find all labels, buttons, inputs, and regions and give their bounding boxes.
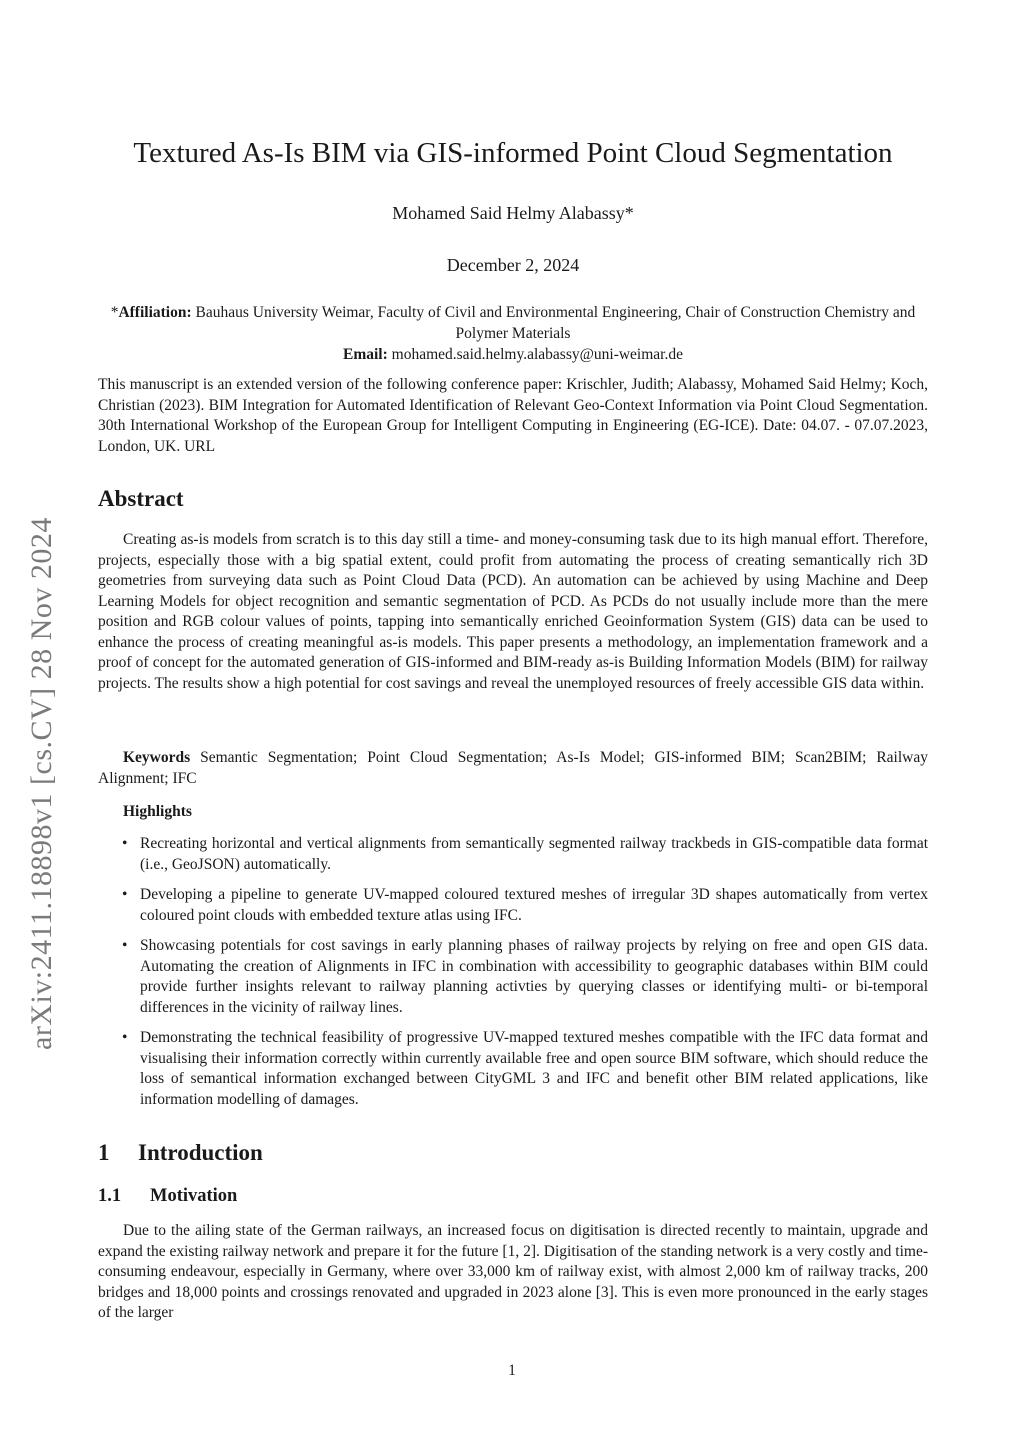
highlight-item	[98, 936, 928, 1018]
bullet-icon: •	[122, 937, 128, 954]
bullet-icon: •	[122, 1029, 128, 1046]
section-heading-introduction	[98, 1140, 263, 1166]
affiliation-marker: *	[110, 304, 119, 321]
abstract-body: Creating as-is models from scratch is to this day still a time- and money-consuming task due to its high manual effort. Therefore, projects, especially those with a big spatial extent, could profit from automating the process of creating semantically rich 3D geometries from surveying data such as Point Cloud Data (PCD). An automation can be achieved by using Machine and Deep Learning Models for object recognition and semantic segmentation of PCD. As PCDs do not usually include more than the mere position and RGB colour values of points, tapping into semantically enriched Geoinformation System (GIS) data can be used to enhance the process of creating meaningful as-is models. This paper presents a methodology, an implementation framework and a proof of concept for the automated generation of GIS-informed and BIM-ready as-is Building Information Models (BIM) for railway projects. The results show a high potential for cost savings and reveal the unemployed resources of freely accessible GIS data within.	[98, 531, 928, 692]
keywords-text: Semantic Segmentation; Point Cloud Segmentation; As-Is Model; GIS-informed BIM; Scan2BIM; Railway Alignment; IFC	[98, 749, 928, 787]
highlights-heading: Highlights	[123, 803, 192, 820]
affiliation-label: Affiliation:	[118, 304, 192, 321]
paper-title: Textured As-Is BIM via GIS-informed Point Cloud Segmentation	[133, 137, 893, 169]
affiliation-block	[98, 302, 928, 365]
keywords-label: Keywords	[123, 749, 191, 766]
highlight-item	[98, 834, 928, 875]
author-name: Mohamed Said Helmy Alabassy*	[392, 203, 634, 223]
highlight-text: Recreating horizontal and vertical alignments from semantically segmented railway trackbeds in GIS-compatible data format (i.e., GeoJSON) automatically.	[140, 835, 928, 873]
highlights-list	[98, 834, 928, 1120]
email-label: Email:	[343, 346, 388, 363]
arxiv-identifier-stamp: arXiv:2411.18898v1 [cs.CV] 28 Nov 2024	[25, 517, 58, 1050]
abstract-heading: Abstract	[98, 486, 184, 511]
highlight-item	[98, 1028, 928, 1110]
page-number: 1	[508, 1362, 516, 1379]
section-number: 1	[98, 1140, 110, 1165]
highlight-text: Showcasing potentials for cost savings in early planning phases of railway projects by relying on free and open GIS data. Automating the creation of Alignments in IFC in combination with accessibility to geographic databases within BIM could provide further insights relevant to railway planning activties by querying classes or identifying multi- or bi-temporal differences in the vicinity of railway lines.	[140, 937, 928, 1016]
introduction-paragraph: Due to the ailing state of the German railways, an increased focus on digitisation is directed recently to maintain, upgrade and expand the existing railway network and prepare it for the future [1, 2]. Digitisation of the standing network is a very costly and time-consuming endeavour, especially in Germany, where over 33,000 km of railway exist, with almost 2,000 km of railway tracks, 200 bridges and 18,000 points and crossings renovated and upgraded in 2023 alone [3]. This is even more pronounced in the early stages of the larger	[98, 1222, 928, 1321]
subsection-heading-motivation	[98, 1186, 237, 1207]
manuscript-note: This manuscript is an extended version of the following conference paper: Krischler, Judith; Alabassy, Mohamed Said Helmy; Koch, Christian (2023). BIM Integration for Automated Identification of Relevant Geo-Context Information via Point Cloud Segmentation. 30th International Workshop of the European Group for Intelligent Computing in Engineering (EG-ICE). Date: 04.07. - 07.07.2023, London, UK. URL	[98, 376, 928, 455]
subsection-title: Motivation	[150, 1186, 238, 1206]
bullet-icon: •	[122, 886, 128, 903]
highlight-text: Developing a pipeline to generate UV-mapped coloured textured meshes of irregular 3D shapes automatically from vertex coloured point clouds with embedded texture atlas using IFC.	[140, 886, 928, 924]
highlight-item	[98, 885, 928, 926]
section-title: Introduction	[138, 1140, 263, 1165]
subsection-number: 1.1	[98, 1186, 122, 1206]
publication-date: December 2, 2024	[446, 255, 580, 275]
keywords-paragraph	[98, 748, 928, 789]
email-address[interactable]: mohamed.said.helmy.alabassy@uni-weimar.de	[391, 346, 683, 363]
bullet-icon: •	[122, 835, 128, 852]
affiliation-text: Bauhaus University Weimar, Faculty of Civil and Environmental Engineering, Chair of Construction Chemistry and Polymer Materials	[195, 304, 916, 342]
highlight-text: Demonstrating the technical feasibility of progressive UV-mapped textured meshes compatible with the IFC data format and visualising their information correctly within currently available free and open source BIM software, which should reduce the loss of semantical information exchanged between CityGML 3 and IFC and benefit other BIM related applications, like information modelling of damages.	[140, 1029, 928, 1108]
